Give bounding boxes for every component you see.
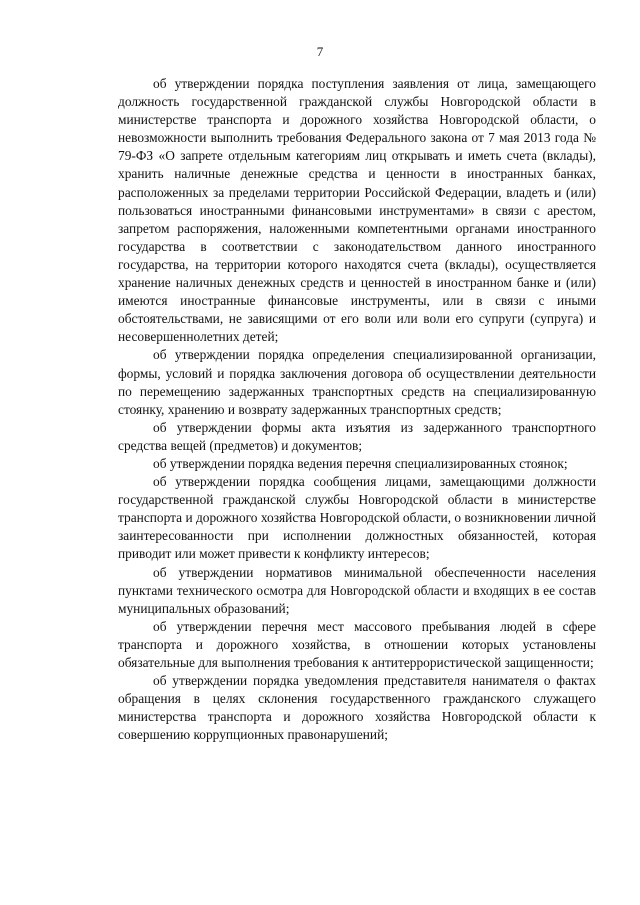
paragraph: об утверждении порядка сообщения лицами, замещающими должности государственной гражданской службы Новгородской области в министерстве транспорта и дорожного хозяйства Новгородской области, о возникновении личной заинтересованности при исполнении должностных обязанностей, которая приводит или может привести к конфликту интересов; xyxy=(118,474,596,562)
document-body xyxy=(118,75,596,744)
paragraph: об утверждении порядка определения специализированной организации, формы, условий и порядка заключения договора об осуществлении деятельности по перемещению задержанных транспортных средств на специализированную стоянку, хранению и возврату задержанных транспортных средств; xyxy=(118,347,596,417)
paragraph: об утверждении формы акта изъятия из задержанного транспортного средства вещей (предметов) и документов; xyxy=(118,419,596,453)
page-number: 7 xyxy=(316,44,324,59)
paragraph: об утверждении порядка ведения перечня специализированных стоянок; xyxy=(153,455,568,471)
paragraph: об утверждении нормативов минимальной обеспеченности населения пунктами технического осмотра для Новгородской области и входящих в ее состав муниципальных образований; xyxy=(118,564,596,616)
paragraph: об утверждении порядка уведомления представителя нанимателя о фактах обращения в целях склонения государственного гражданского служащего министерства транспорта и дорожного хозяйства Новгородской области к совершению коррупционных правонарушений; xyxy=(118,673,596,743)
paragraph: об утверждении перечня мест массового пребывания людей в сфере транспорта и дорожного хозяйства, в отношении которых установлены обязательные для выполнения требования к антитеррористической защищенности; xyxy=(118,618,596,670)
paragraph: об утверждении порядка поступления заявления от лица, замещающего должность государственной гражданской службы Новгородской области в министерстве транспорта и дорожного хозяйства Новгородской области, о невозможности выполнить требования Федерального закона от 7 мая 2013 года № 79-ФЗ «О запрете отдельным категориям лиц открывать и иметь счета (вклады), хранить наличные денежные средства и ценности в иностранных банках, расположенных за пределами территории Российской Федерации, владеть и (или) пользоваться иностранными финансовыми инструментами» в связи с арестом, запретом распоряжения, наложенными компетентными органами иностранного государства в соответствии с законодательством данного иностранного государства, на территории которого находятся счета (вклады), осуществляется хранение наличных денежных средств и ценностей в иностранном банке и (или) имеются иностранные финансовые инструменты, или в связи с иными обстоятельствами, не зависящими от его воли или воли его супруги (супруга) и несовершеннолетних детей; xyxy=(118,76,596,345)
